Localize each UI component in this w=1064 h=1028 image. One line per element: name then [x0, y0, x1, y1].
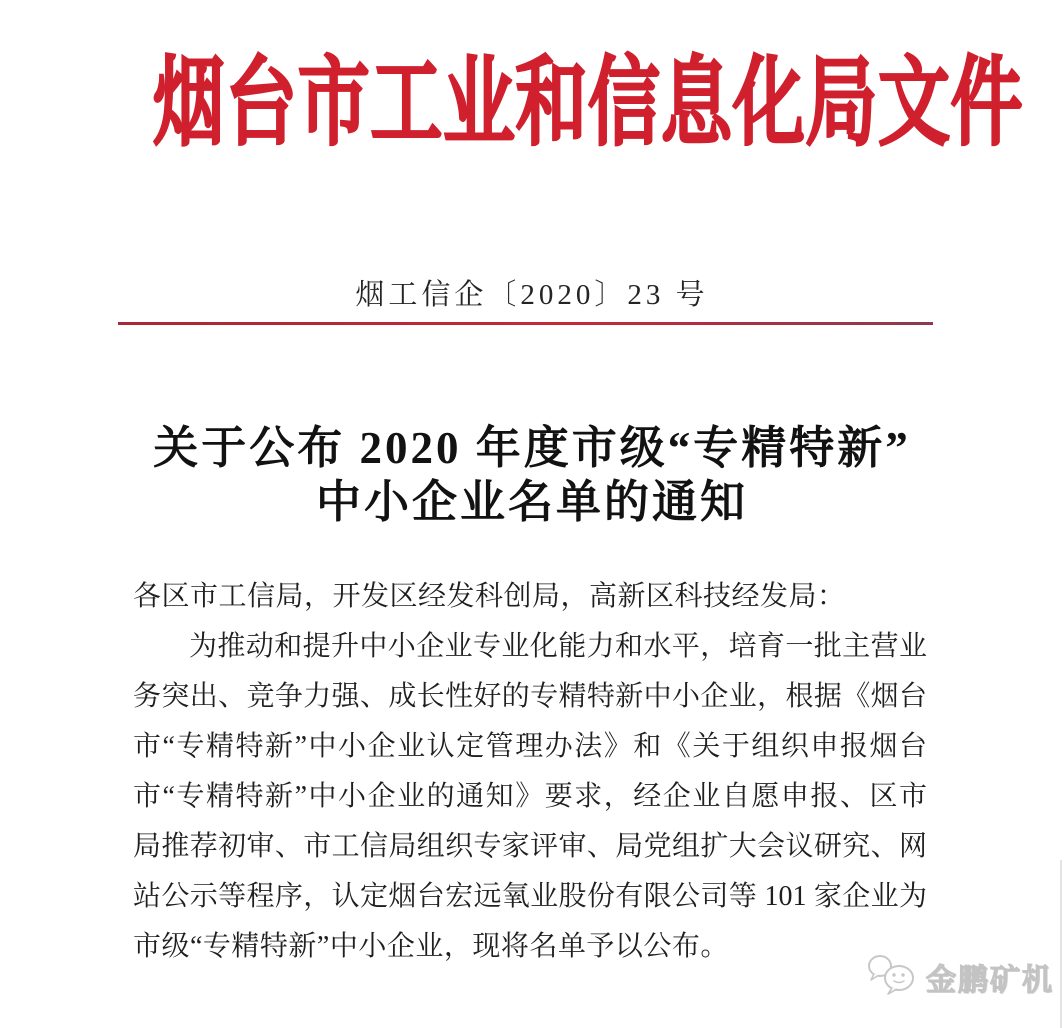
document-title-line2: 中小企业名单的通知 — [315, 477, 748, 527]
body-line: 市级“专精特新”中小企业，现将名单予以公布。 — [133, 931, 729, 962]
wechat-bubbles-icon — [866, 952, 920, 1001]
body-line: 站公示等程序，认定烟台宏远氧业股份有限公司等 101 家企业为 — [133, 881, 927, 912]
body-line: 局推荐初审、市工信局组织专家评审、局党组扩大会议研究、网 — [133, 831, 927, 862]
document-header — [0, 44, 1064, 162]
document-title — [0, 421, 1064, 529]
document-title-line1: 关于公布 2020 年度市级“专精特新” — [153, 423, 911, 473]
body-line: 务突出、竞争力强、成长性好的专精特新中小企业，根据《烟台 — [133, 681, 927, 712]
body-line: 市“专精特新”中小企业认定管理办法》和《关于组织申报烟台 — [133, 731, 927, 762]
watermark-text: 金鹏矿机 — [926, 963, 1054, 997]
agency-title: 烟台市工业和信息化局文件 — [152, 48, 1024, 157]
scan-edge-artifact — [1060, 860, 1062, 1028]
document-body — [133, 572, 927, 972]
salutation-line: 各区市工信局，开发区经发科创局，高新区科技经发局： — [133, 581, 846, 612]
watermark — [866, 952, 1054, 1001]
body-line: 市“专精特新”中小企业的通知》要求，经企业自愿申报、区市 — [133, 781, 927, 812]
document-number: 烟工信企〔2020〕23 号 — [355, 279, 709, 311]
red-header-divider — [118, 322, 933, 325]
body-line: 为推动和提升中小企业专业化能力和水平，培育一批主营业 — [189, 631, 927, 662]
